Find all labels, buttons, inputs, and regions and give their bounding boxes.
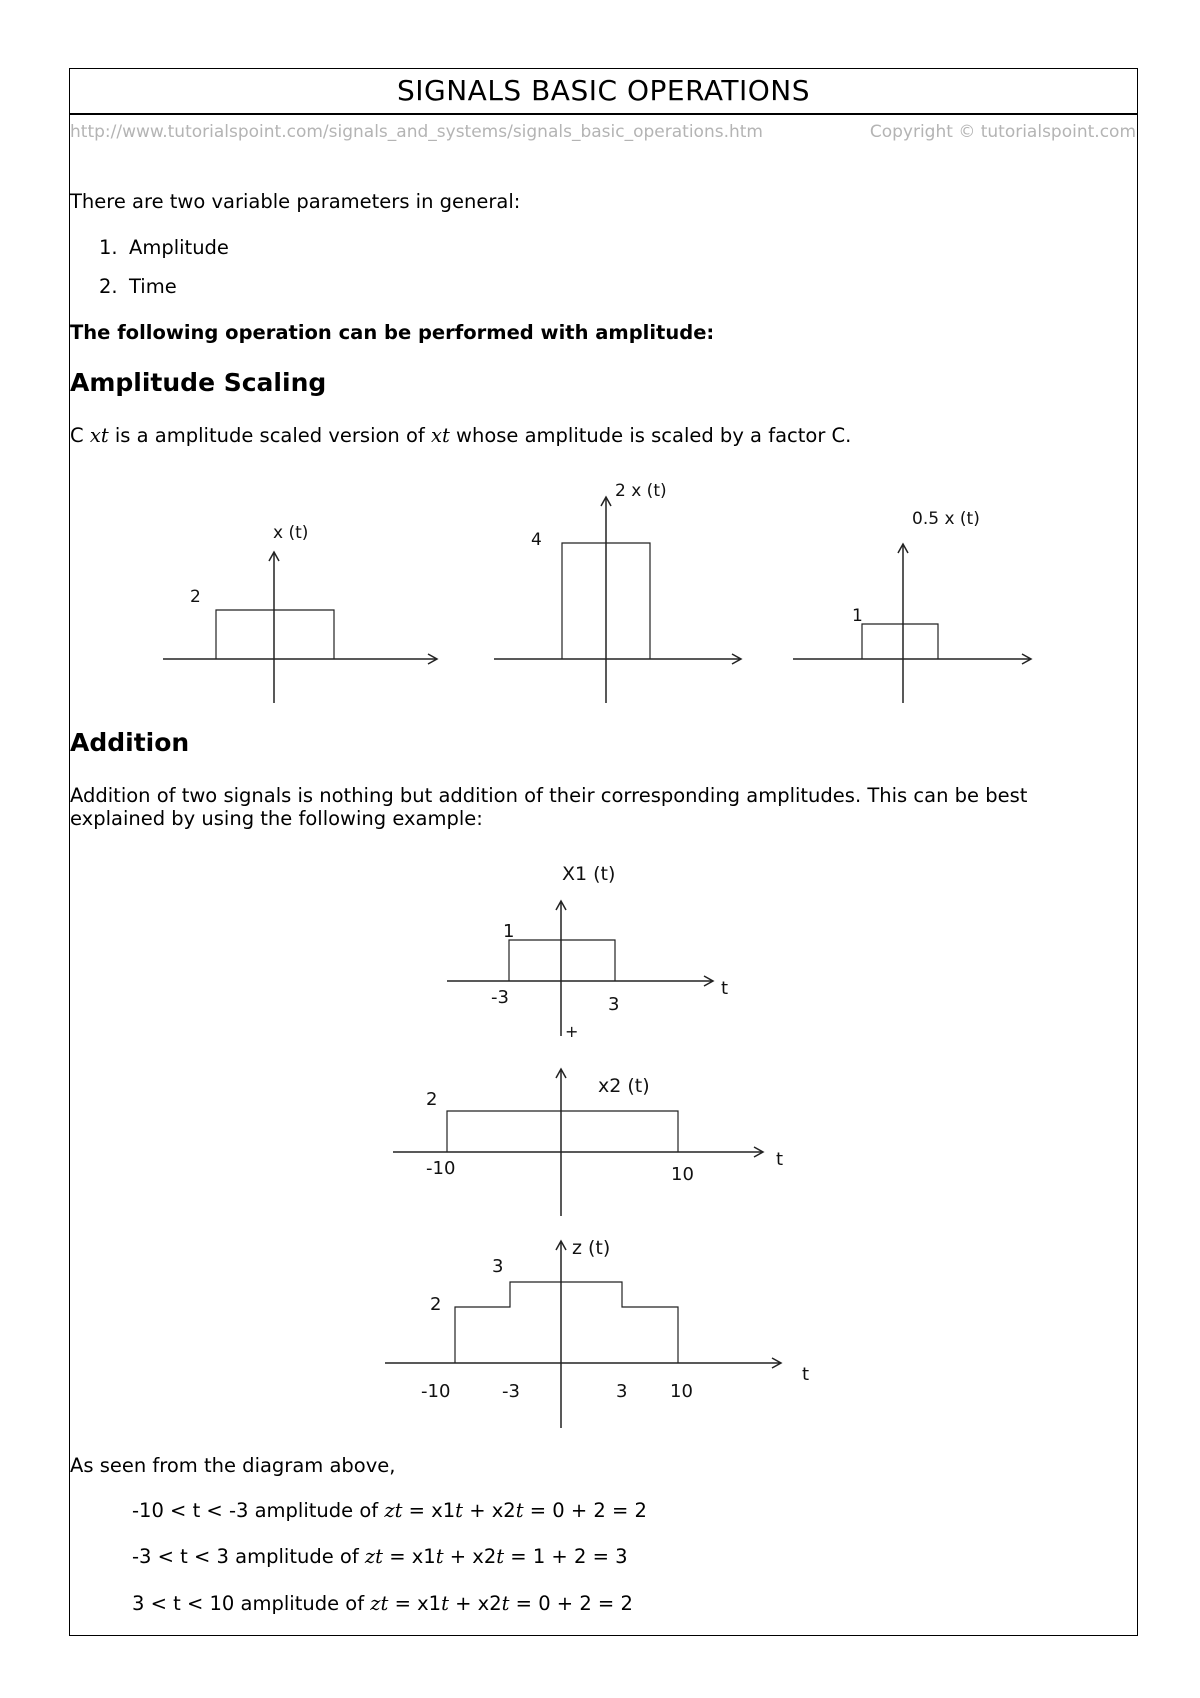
amplitude-label: 3	[492, 1256, 504, 1277]
graph-2x-t	[494, 481, 741, 703]
scaling-description: C xt is a amplitude scaled version of xt whose amplitude is scaled by a factor C.	[70, 424, 852, 447]
tick-label: -3	[502, 1381, 520, 1402]
amplitude-label: 2	[190, 587, 201, 607]
equation-line: -10 < t < -3 amplitude of zt = x1t + x2t = 0 + 2 = 2	[132, 1499, 647, 1522]
graph-label: X1 (t)	[562, 863, 616, 885]
graph-label: z (t)	[572, 1237, 611, 1259]
copyright-notice: Copyright © tutorialspoint.com	[869, 122, 1136, 142]
list-label: Amplitude	[129, 236, 229, 259]
tick-label: 3	[608, 994, 620, 1015]
graph-x-t	[163, 523, 437, 703]
tick-label: 10	[671, 1164, 694, 1185]
equation-line: 3 < t < 10 amplitude of zt = x1t + x2t = 0 + 2 = 2	[132, 1592, 633, 1615]
amplitude-label: 1	[503, 921, 515, 942]
tick-label: 10	[670, 1381, 693, 1402]
graph-half-x-t	[793, 509, 1031, 703]
list-label: Time	[129, 275, 177, 298]
amplitude-scaling-figure	[0, 470, 1200, 710]
list-item	[99, 275, 177, 298]
tick-label: -10	[421, 1381, 451, 1402]
amplitude-label: 2	[430, 1294, 442, 1315]
intro-text: There are two variable parameters in general:	[70, 190, 521, 213]
graph-label: 0.5 x (t)	[912, 509, 980, 529]
plus-sign: +	[565, 1022, 579, 1041]
tick-label: -10	[426, 1158, 456, 1179]
axis-label: t	[721, 978, 729, 999]
graph-z-t	[385, 1237, 809, 1428]
graph-x1-t	[447, 863, 728, 1041]
graph-label: 2 x (t)	[615, 481, 667, 501]
tick-label: -3	[491, 987, 509, 1008]
list-number: 2.	[99, 275, 118, 298]
list-item	[99, 236, 229, 259]
amplitude-label: 1	[852, 606, 863, 626]
source-url[interactable]: http://www.tutorialspoint.com/signals_and_systems/signals_basic_operations.htm	[70, 122, 763, 142]
section-heading-addition: Addition	[70, 728, 190, 757]
axis-label: t	[802, 1364, 810, 1385]
graph-label: x2 (t)	[598, 1075, 650, 1097]
graph-label: x (t)	[273, 523, 309, 543]
tick-label: 3	[616, 1381, 628, 1402]
page-title: SIGNALS BASIC OPERATIONS	[69, 68, 1138, 115]
addition-description-line1: Addition of two signals is nothing but addition of their corresponding amplitudes. This can be best	[70, 784, 1028, 807]
addition-figure	[0, 850, 1200, 1440]
graph-x2-t	[393, 1069, 783, 1216]
addition-description-line2: explained by using the following example:	[70, 807, 483, 830]
amplitude-ops-heading: The following operation can be performed with amplitude:	[70, 321, 715, 344]
axis-label: t	[776, 1149, 784, 1170]
amplitude-label: 4	[531, 530, 542, 550]
section-heading-amplitude-scaling: Amplitude Scaling	[70, 368, 327, 397]
equation-line: -3 < t < 3 amplitude of zt = x1t + x2t = 1 + 2 = 3	[132, 1545, 628, 1568]
list-number: 1.	[99, 236, 118, 259]
amplitude-label: 2	[426, 1089, 438, 1110]
conclusion-intro: As seen from the diagram above,	[70, 1454, 396, 1477]
